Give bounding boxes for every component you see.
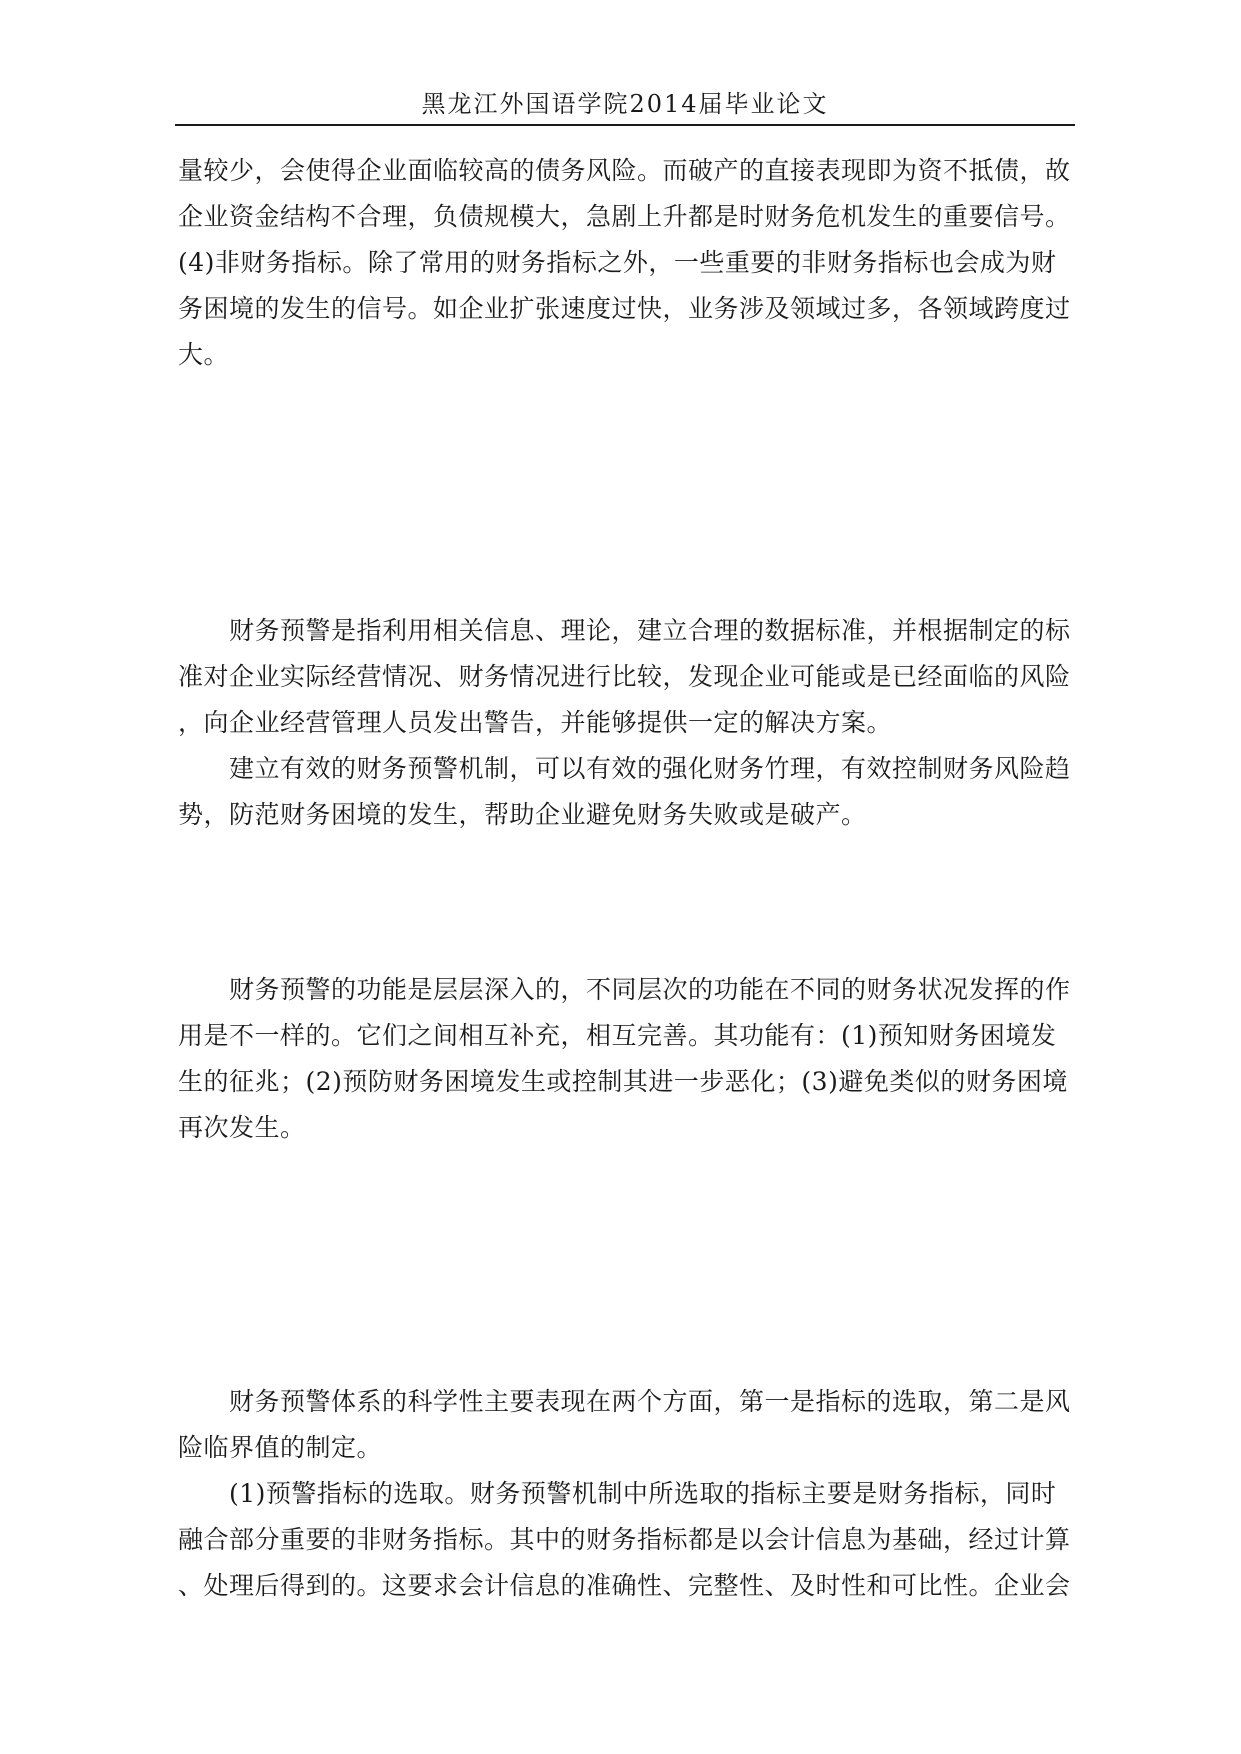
text-line: 生的征兆；(2)预防财务困境发生或控制其进一步恶化；(3)避免类似的财务困境 [178,1067,1068,1096]
text-line: 量较少，会使得企业面临较高的债务风险。而破产的直接表现即为资不抵债，故 [178,156,1071,185]
text-line: 建立有效的财务预警机制，可以有效的强化财务竹理，有效控制财务风险趋 [178,754,1071,783]
text-line: (1)预警指标的选取。财务预警机制中所选取的指标主要是财务指标，同时 [178,1479,1057,1508]
text-line: 财务预警的功能是层层深入的，不同层次的功能在不同的财务状况发挥的作 [178,975,1071,1004]
paragraph-block-3 [178,967,1071,1151]
text-line: ，向企业经营管理人员发出警告，并能够提供一定的解决方案。 [178,708,893,737]
page-header-title: 黑龙江外国语学院2014届毕业论文 [421,90,829,118]
text-line: 融合部分重要的非财务指标。其中的财务指标都是以会计信息为基础，经过计算 [178,1525,1071,1554]
text-line: 用是不一样的。它们之间相互补充，相互完善。其功能有：(1)预知财务困境发 [178,1021,1057,1050]
text-line: 大。 [178,340,230,369]
paragraph-block-1 [178,148,1071,378]
paragraph-block-2 [178,608,1071,838]
text-line: 务困境的发生的信号。如企业扩张速度过快，业务涉及领域过多，各领域跨度过 [178,294,1071,323]
paragraph-block-4 [178,1379,1071,1609]
text-line: 险临界值的制定。 [178,1433,383,1462]
text-line: 再次发生。 [178,1113,306,1142]
text-line: 、处理后得到的。这要求会计信息的准确性、完整性、及时性和可比性。企业会 [178,1571,1071,1600]
text-line: 财务预警体系的科学性主要表现在两个方面，第一是指标的选取，第二是风 [178,1387,1071,1416]
text-line: 财务预警是指利用相关信息、理论，建立合理的数据标准，并根据制定的标 [178,616,1071,645]
text-line: 准对企业实际经营情况、财务情况进行比较，发现企业可能或是已经面临的风险 [178,662,1071,691]
header-divider [175,124,1075,126]
text-line: 势，防范财务困境的发生，帮助企业避免财务失败或是破产。 [178,800,867,829]
text-line: 企业资金结构不合理，负债规模大，急剧上升都是时财务危机发生的重要信号。 [178,202,1071,231]
text-line: (4)非财务指标。除了常用的财务指标之外，一些重要的非财务指标也会成为财 [178,248,1057,277]
